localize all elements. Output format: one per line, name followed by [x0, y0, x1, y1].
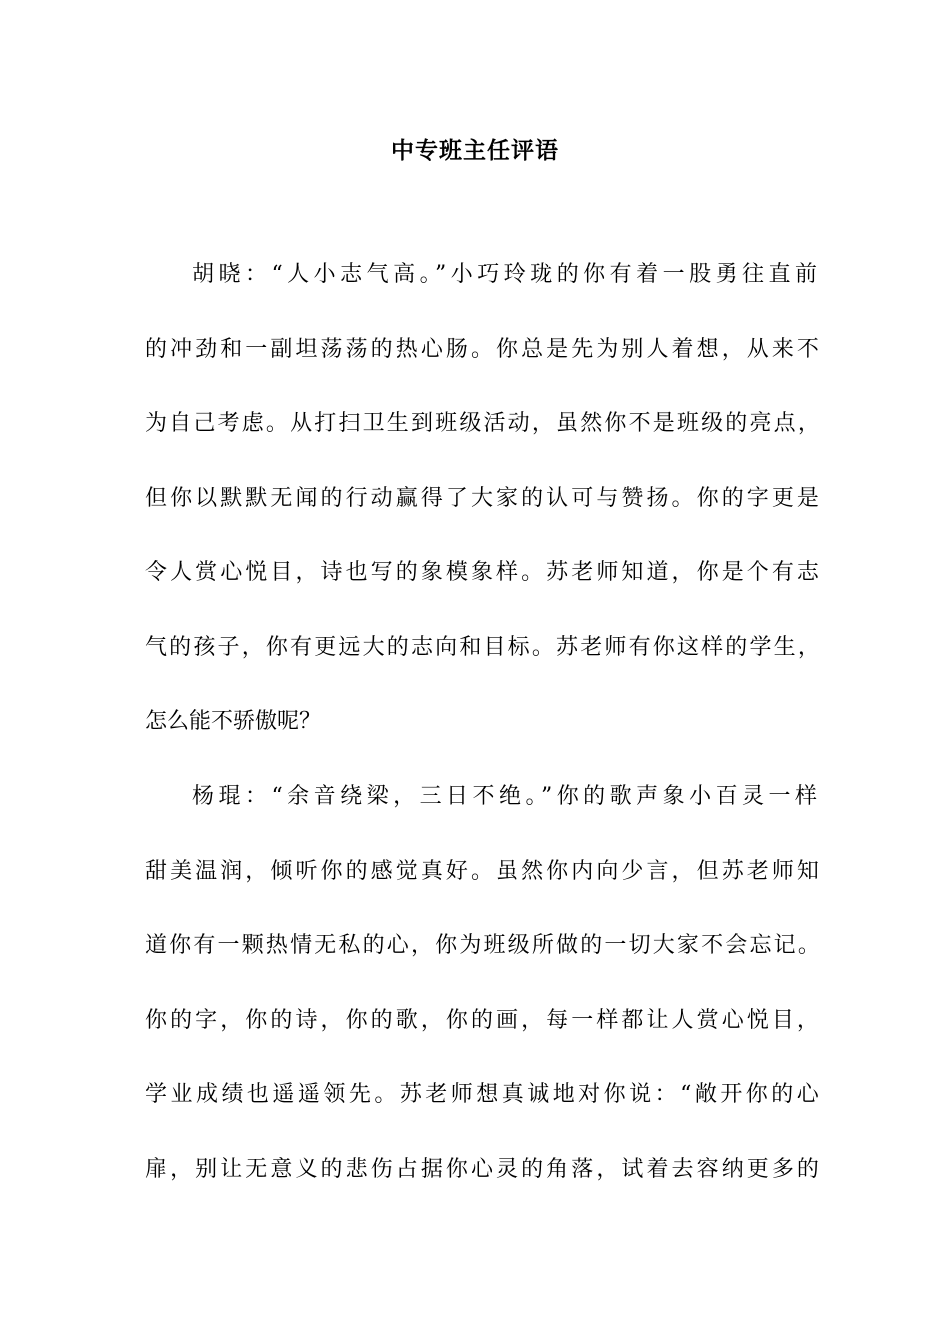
- paragraph-line: 杨琨：“余音绕梁，三日不绝。”你的歌声象小百灵一样: [192, 784, 822, 809]
- paragraph-line: 的冲劲和一副坦荡荡的热心肠。你总是先为别人着想，从来不: [145, 337, 823, 362]
- paragraph-line: 胡晓：“人小志气高。”小巧玲珑的你有着一股勇往直前: [192, 262, 822, 287]
- paragraph-line: 甜美温润，倾听你的感觉真好。虽然你内向少言，但苏老师知: [145, 859, 823, 884]
- paragraph-line: 学业成绩也遥遥领先。苏老师想真诚地对你说：“敞开你的心: [145, 1082, 823, 1107]
- paragraph-line: 怎么能不骄傲呢？: [145, 709, 322, 734]
- paragraph-line: 为自己考虑。从打扫卫生到班级活动，虽然你不是班级的亮点，: [145, 411, 823, 436]
- paragraph-line: 令人赏心悦目，诗也写的象模象样。苏老师知道，你是个有志: [145, 560, 823, 585]
- paragraph-line: 扉，别让无意义的悲伤占据你心灵的角落，试着去容纳更多的: [145, 1157, 823, 1182]
- page-title: 中专班主任评语: [391, 137, 559, 164]
- paragraph-line: 道你有一颗热情无私的心，你为班级所做的一切大家不会忘记。: [145, 933, 823, 958]
- paragraph-line: 但你以默默无闻的行动赢得了大家的认可与赞扬。你的字更是: [145, 486, 823, 511]
- paragraph-line: 气的孩子，你有更远大的志向和目标。苏老师有你这样的学生，: [145, 635, 823, 660]
- paragraph-line: 你的字，你的诗，你的歌，你的画，每一样都让人赏心悦目，: [145, 1008, 823, 1033]
